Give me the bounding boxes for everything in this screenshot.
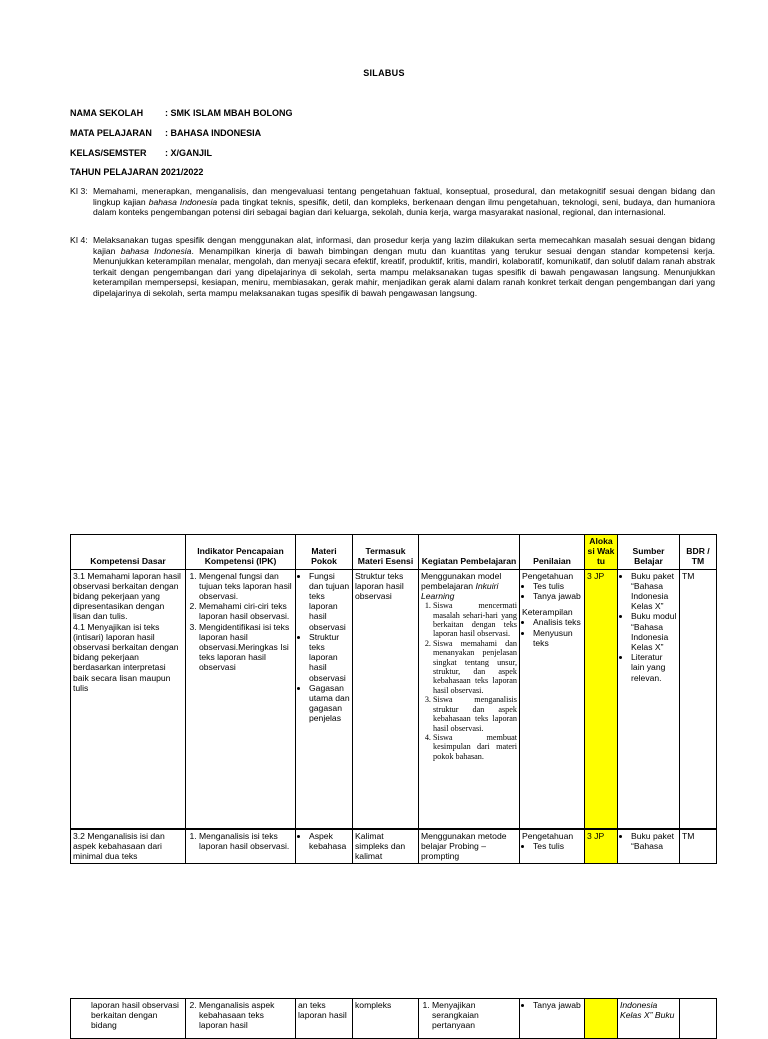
cell-bdr: [680, 999, 717, 1039]
info-label: TAHUN PELAJARAN 2021/2022: [70, 167, 204, 177]
header-ipk: Indikator Pencapaian Kompetensi (IPK): [186, 535, 296, 570]
cell-materi: [296, 830, 353, 864]
cell-sumber: [618, 569, 680, 828]
cell-bdr: TM: [680, 830, 717, 864]
cell-sumber: [618, 830, 680, 864]
cell-alokasi: [585, 999, 618, 1039]
ki-text-part: . Menampilkan kinerja di bawah bimbingan dengan mutu dan kuantitas yang terukur sesuai dengan standar kompetensi kerja. Menunjukkan keterampilan menalar, mengolah, dan menyaji secara efektif, kreatif, produktif, kritis, mandiri, kolaboratif, komunikatif, dan solutif dalam ranah abstrak terkait dengan pengembangan dari yang dipelajarinya di sekolah, serta mampu melaksanakan tugas spesifik di bawah pengawasan langsung. Menunjukkan keterampilan mempersepsi, kesiapan, meniru, membiasakan, gerak mahir, menjadikan gerak alami dalam ranah konkret terkait dengan pengembangan dari yang dipelajarinya di sekolah, serta mampu melaksanakan tugas spesifik di bawah pengawasan langsung.: [93, 245, 715, 298]
list-item: 2. Memahami ciri-ciri teks laporan hasil observasi.: [199, 601, 293, 621]
cell-ipk: [186, 569, 296, 828]
ki-text-part: Melaksanakan tugas spesifik dengan menggunakan alat, informasi, dan prosedur kerja yang lazim dilakukan serta memecahkan masalah sesuai dengan bidang kajian: [93, 235, 715, 256]
list-item: 1. Menyajikan serangkaian pertanyaan: [432, 1000, 517, 1031]
kegiatan-model-name: Inkuiri Learning: [421, 580, 499, 602]
header-esensi: Termasuk Materi Esensi: [353, 535, 419, 570]
cell-kegiatan: Menggunakan metode belajar Probing – prompting: [419, 830, 520, 864]
cell-kegiatan: [419, 569, 520, 828]
kd-item: 4.1 Menyajikan isi teks (intisari) laporan hasil observasi berkaitan dengan bidang pekerjaan berdasarkan interpretasi baik secara lisan maupun tulis: [73, 621, 179, 693]
cell-kegiatan: [419, 999, 520, 1039]
info-label: NAMA SEKOLAH: [70, 108, 144, 118]
cell-kd: 3.2 Menganalisis isi dan aspek kebahasaan dari minimal dua teks: [71, 830, 186, 864]
ki-3: [70, 186, 715, 218]
info-year: [70, 167, 203, 177]
ki-code: KI 4:: [70, 235, 88, 245]
list-item: 1. Menganalisis isi teks laporan hasil observasi.: [199, 831, 293, 851]
header-kd: Kompetensi Dasar: [71, 535, 186, 570]
list-item: 2. Siswa memahami dan menanyakan penjelasan singkat tentang unsur, struktur, dan aspek kebahasaan teks laporan hasil observasi.: [433, 639, 517, 695]
info-label: KELAS/SEMSTER: [70, 148, 147, 158]
header-alokasi: Alokasi Waktu: [585, 535, 618, 570]
ki-text-part: pada tingkat teknis, spesifik, detil, dan kompleks, berkenaan dengan ilmu pengetahuan, teknologi, seni, budaya, dan humaniora dalam konteks pengembangan potensi diri sebagai bagian dari keluarga, sekolah, dunia kerja, warga masyarakat nasional, regional, dan internasional.: [93, 196, 715, 218]
list-item: • Analisis teks: [533, 617, 582, 627]
ki-4: [70, 235, 715, 299]
table-row: [71, 569, 717, 828]
penilaian-heading: Keterampilan: [522, 607, 573, 618]
info-school: [70, 108, 293, 118]
list-item: • Tanya jawab: [533, 1000, 582, 1010]
cell-esensi: kompleks: [353, 999, 419, 1039]
cell-materi: an teks laporan hasil: [296, 999, 353, 1039]
kd-item: 3.1 Memahami laporan hasil observasi berkaitan dengan bidang pekerjaan yang dipresentasikan dengan lisan dan tulis.: [73, 570, 181, 622]
ki-text-part: Memahami, menerapkan, menganalisis, dan mengevaluasi tentang pengetahuan faktual, konseptual, prosedural, dan metakognitif sesuai dengan bidang dan lingkup kajian: [93, 186, 715, 207]
list-item: • Fungsi dan tujuan teks laporan hasil observasi: [309, 571, 350, 632]
table-row: [71, 999, 717, 1039]
info-label: MATA PELAJARAN: [70, 128, 152, 138]
cell-bdr: TM: [680, 569, 717, 828]
list-item: • Buku modul “Bahasa Indonesia Kelas X”: [631, 611, 677, 652]
syllabus-table: [70, 534, 717, 829]
info-value: : SMK ISLAM MBAH BOLONG: [165, 108, 293, 118]
syllabus-table-next-page: [70, 998, 717, 1039]
info-class: [70, 148, 212, 158]
info-value: : X/GANJIL: [165, 148, 213, 158]
list-item: • Aspek kebahasa: [309, 831, 350, 851]
list-item: 3. Mengidentifikasi isi teks laporan hasil observasi.Meringkas Isi teks laporan hasil observasi: [199, 622, 293, 673]
cell-alokasi: 3 JP: [585, 830, 618, 864]
cell-ipk: [186, 830, 296, 864]
ki-text-emphasis: bahasa Indonesia: [148, 196, 218, 207]
header-sumber: Sumber Belajar: [618, 535, 680, 570]
cell-kd: laporan hasil observasi berkaitan dengan bidang: [71, 999, 186, 1039]
cell-kd: [71, 569, 186, 828]
cell-penilaian: [520, 999, 585, 1039]
cell-penilaian: [520, 830, 585, 864]
header-bdr: BDR / TM: [680, 535, 717, 570]
ki-text-emphasis: bahasa Indonesia: [120, 245, 192, 256]
info-value: : BAHASA INDONESIA: [165, 128, 262, 138]
kegiatan-intro-text: Menggunakan model pembelajaran: [421, 570, 502, 591]
header-kegiatan: Kegiatan Pembelajaran: [419, 535, 520, 570]
list-item: 1. Mengenal fungsi dan tujuan teks laporan hasil observasi.: [199, 571, 293, 602]
ki-text: [93, 235, 715, 299]
list-item: • Buku paket “Bahasa: [631, 831, 677, 851]
header-materi: Materi Pokok: [296, 535, 353, 570]
ki-code: KI 3:: [70, 186, 88, 196]
cell-penilaian: [520, 569, 585, 828]
cell-materi: [296, 569, 353, 828]
info-subject: [70, 128, 261, 138]
table-row: [71, 830, 717, 864]
list-item: • Literatur lain yang relevan.: [631, 652, 677, 683]
kegiatan-steps: [421, 601, 517, 761]
cell-esensi: Kalimat simpleks dan kalimat: [353, 830, 419, 864]
cell-ipk: [186, 999, 296, 1039]
syllabus-table-continued: [70, 829, 717, 864]
header-penilaian: Penilaian: [520, 535, 585, 570]
cell-alokasi: 3 JP: [585, 569, 618, 828]
penilaian-heading: Pengetahuan: [522, 831, 574, 841]
list-item: 3. Siswa menganalisis struktur dan aspek kebahasaan teks laporan hasil observasi.: [433, 695, 517, 733]
kegiatan-intro: [421, 571, 517, 602]
ki-text: [93, 186, 715, 218]
list-item: 2. Menganalisis aspek kebahasaan teks laporan hasil: [199, 1000, 293, 1031]
list-item: • Tes tulis: [533, 841, 582, 851]
table-header-row: [71, 535, 717, 570]
cell-sumber: Indonesia Kelas X” Buku: [618, 999, 680, 1039]
cell-esensi: Struktur teks laporan hasil observasi: [353, 569, 419, 828]
list-item: • Struktur teks laporan hasil observasi: [309, 632, 350, 683]
penilaian-heading: Pengetahuan: [522, 570, 574, 581]
list-item: 1. Siswa mencermati masalah sehari-hari yang berkaitan dengan teks laporan hasil observasi.: [433, 601, 517, 639]
list-item: • Tes tulis: [533, 581, 582, 591]
list-item: • Tanya jawab: [533, 591, 582, 601]
list-item: • Menyusun teks: [533, 628, 582, 648]
list-item: 4. Siswa membuat kesimpulan dari materi pokok bahasan.: [433, 733, 517, 761]
document-title: SILABUS: [363, 68, 405, 78]
list-item: • Gagasan utama dan gagasan penjelas: [309, 683, 350, 724]
list-item: • Buku paket “Bahasa Indonesia Kelas X”: [631, 571, 677, 612]
